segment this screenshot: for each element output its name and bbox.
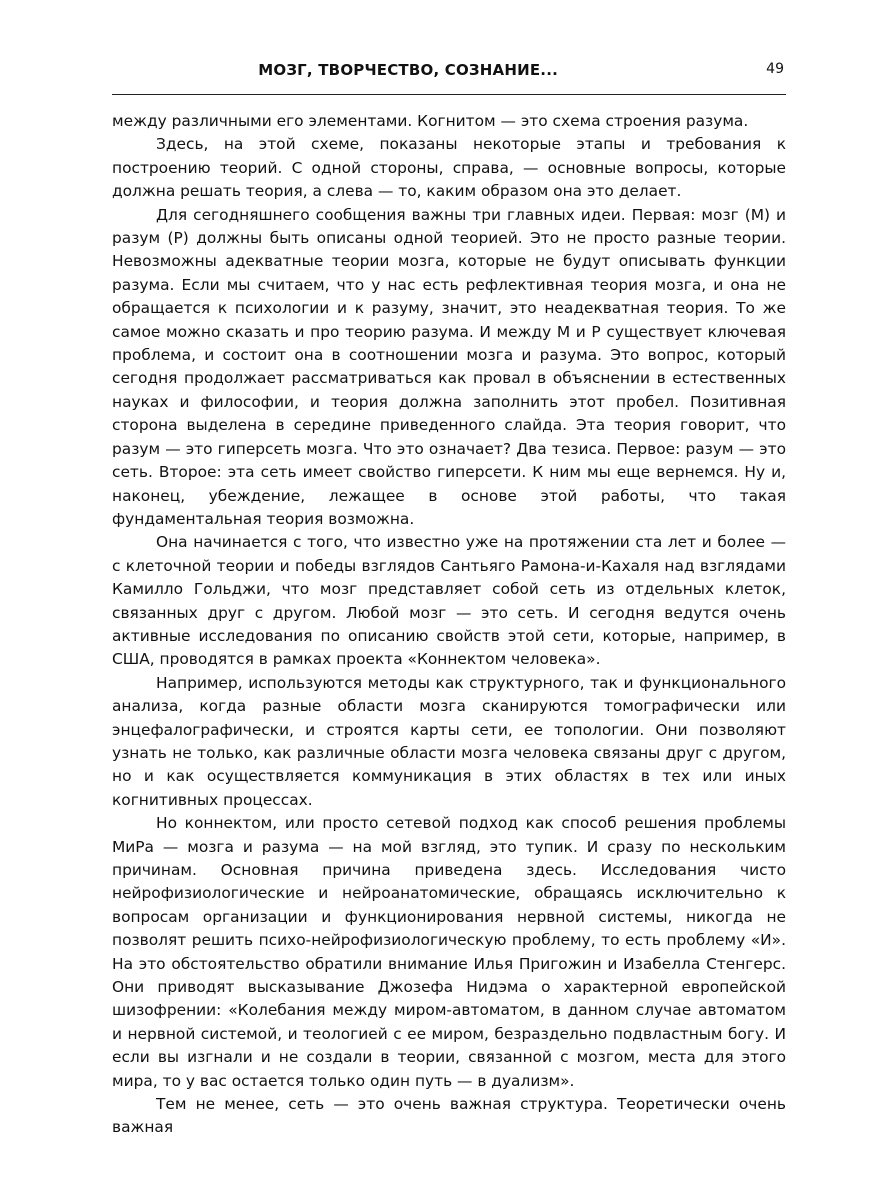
paragraph: Но коннектом, или просто сетевой подход как способ решения проблемы МиРа — мозга и разума — на мой взгляд, это тупик. И сразу по нескольким причинам. Основная причина приведена здесь. Исследования чисто нейрофизиологические и нейроанатомические, обращаясь исключительно к вопросам организации и функционирования нервной системы, никогда не позволят решить психо-нейрофизиологическую проблему, то есть проблему «И». На это обстоятельство обратили внимание Илья Пригожин и Изабелла Стенгерс. Они приводят высказывание Джозефа Нидэма о характерной европейской шизофрении: «Колебания между миром-автоматом, в данном случае автоматом и нервной системой, и теологией с ее миром, безраздельно подвластным богу. И если вы изгнали и не создали в теории, связанной с мозгом, места для этого мира, то у вас остается только один путь — в дуализм». xyxy=(112,814,786,1090)
paragraph-continuation: между различными его элементами. Когнитом — это схема строения разума. xyxy=(112,112,749,130)
body-text xyxy=(112,110,786,1140)
paragraph: Она начинается с того, что известно уже на протяжении ста лет и более — с клеточной теории и победы взглядов Сантьяго Рамона-и-Кахаля над взглядами Камилло Гольджи, что мозг представляет собой сеть из отдельных клеток, связанных друг с другом. Любой мозг — это сеть. И сегодня ведутся очень активные исследования по описанию свойств этой сети, которые, например, в США, проводятся в рамках проекта «Коннектом человека». xyxy=(112,533,786,669)
page-header xyxy=(112,60,786,95)
running-title: МОЗГ, ТВОРЧЕСТВО, СОЗНАНИЕ... xyxy=(258,61,558,79)
paragraph: Для сегодняшнего сообщения важны три главных идеи. Первая: мозг (М) и разум (Р) должны быть описаны одной теорией. Это не просто разные теории. Невозможны адекватные теории мозга, которые не будут описывать функции разума. Если мы считаем, что у нас есть рефлективная теория мозга, и она не обращается к психологии и к разуму, значит, это неадекватная теория. То же самое можно сказать и про теорию разума. И между М и Р существует ключевая проблема, и состоит она в соотношении мозга и разума. Это вопрос, который сегодня продолжает рассматриваться как провал в объяснении в естественных науках и философии, и теория должна заполнить этот пробел. Позитивная сторона выделена в середине приведенного слайда. Эта теория говорит, что разум — это гиперсеть мозга. Что это означает? Два тезиса. Первое: разум — это сеть. Второе: эта сеть имеет свойство гиперсети. К ним мы еще вернемся. Ну и, наконец, убеждение, лежащее в основе этой работы, что такая фундаментальная теория возможна. xyxy=(112,205,786,528)
paragraph: Например, используются методы как структурного, так и функционального анализа, когда разные области мозга сканируются томографически или энцефалографически, и строятся карты сети, ее топологии. Они позволяют узнать не только, как различные области мозга человека связаны друг с другом, но и как осуществляется коммуникация в этих областях в тех или иных когнитивных процессах. xyxy=(112,673,786,809)
paragraph: Тем не менее, сеть — это очень важная структура. Теоретически очень важная xyxy=(112,1095,786,1137)
paragraph: Здесь, на этой схеме, показаны некоторые этапы и требования к построению теорий. С одной стороны, справа, — основные вопросы, которые должна решать теория, а слева — то, каким образом она это делает. xyxy=(112,135,786,201)
page-number: 49 xyxy=(766,61,784,77)
